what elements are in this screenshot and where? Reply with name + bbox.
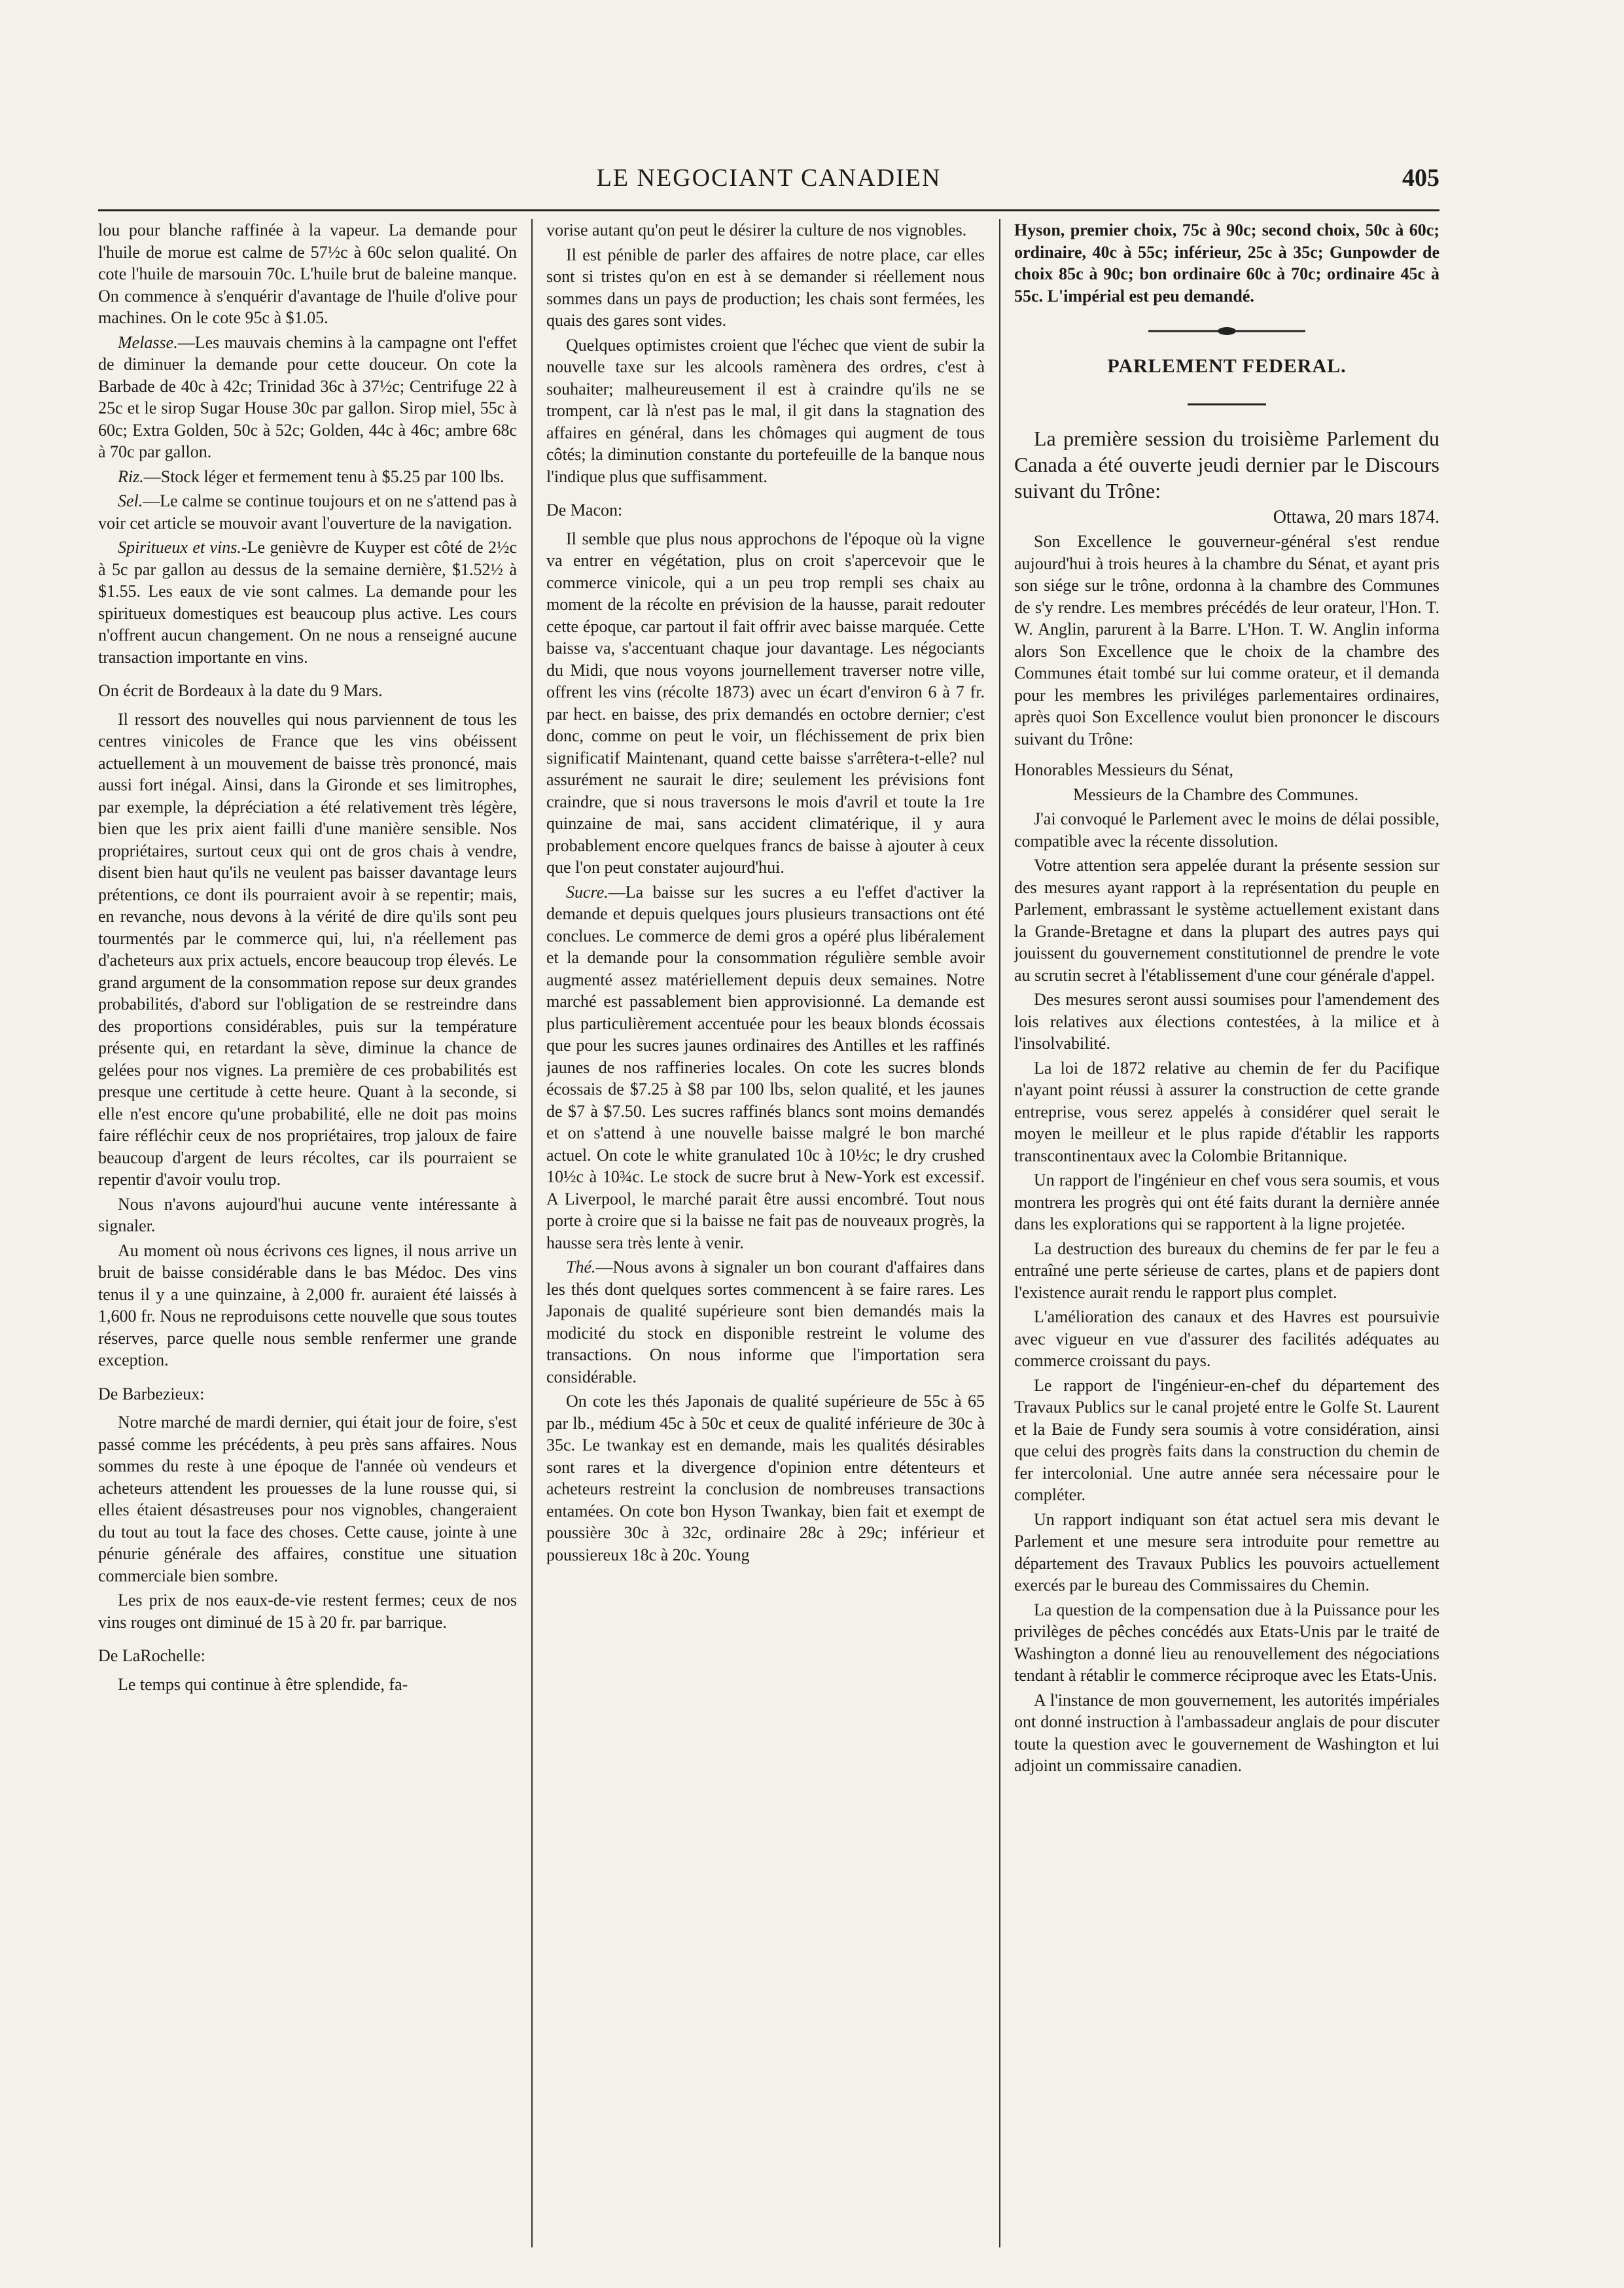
paragraph-lead: Melasse.	[118, 332, 178, 352]
paragraph-text: —Les mauvais chemins à la campagne ont l'effet de diminuer la demande pour cette douceur. On cote la Barbade de 40c à 42c; Trinidad 36c à 37½c; Centrifuge 22 à 25c et le sirop Sugar House 30c par gallon. Sirop miel, 55c à 60c; Extra Golden, 50c à 52c; Golden, 44c à 46c; ambre 68c à 70c par gallon.	[98, 332, 517, 461]
section-intro: La première session du troisième Parlement du Canada a été ouverte jeudi dernier par le Discours suivant du Trône:	[1014, 426, 1439, 502]
page-number: 405	[1402, 164, 1439, 192]
paragraph-text: —Stock léger et fermement tenu à $5.25 par 100 lbs.	[143, 466, 504, 486]
dateline: De Macon:	[546, 501, 623, 519]
header-rule	[98, 209, 1439, 211]
paragraph: Son Excellence le gouverneur-général s'est rendue aujourd'hui à trois heures à la chambre du Sénat, et ayant pris son siége sur le trône, ordonna à la chambre des Communes de s'y rendre. Les membres précédés de leur orateur, l'Hon. T. W. Anglin, parurent à la Barre. L'Hon. T. W. Anglin informa alors Son Excellence que le choix de la chambre des Communes était tombé sur lui comme orateur, et il demanda pour les membres les priviléges parlementaires ordinaires, après quoi Son Excellence voulut bien prononcer le discours suivant du Trône:	[1014, 532, 1439, 748]
paragraph: On cote les thés Japonais de qualité supérieure de 55c à 65 par lb., médium 45c à 50c et ceux de qualité inférieure de 30c à 35c. Le twankay est en demande, mais les qualités désirables sont rares et la divergence d'opinion entre détenteurs et acheteurs restreint la conclusion de nombreuses transactions entamées. On cote bon Hyson Twankay, bien fait et exempt de poussière 30c à 32c, ordinaire 28c à 29c; inférieur et poussiereux 18c à 20c. Young	[546, 1392, 985, 1564]
paragraph: Un rapport de l'ingénieur en chef vous sera soumis, et vous montrera les progrès qui ont été faits durant la dernière année dans les explorations qui se rapportent à la ligne projetée.	[1014, 1170, 1439, 1233]
paragraph-text: —Le calme se continue toujours et on ne s'attend pas à voir cet article se mouvoir avant l'ouverture de la navigation.	[98, 491, 517, 533]
column-1	[98, 219, 517, 2254]
paragraph: Les prix de nos eaux-de-vie restent fermes; ceux de nos vins rouges ont diminué de 15 à 20 fr. par barrique.	[98, 1591, 517, 1632]
paragraph: Quelques optimistes croient que l'échec que vient de subir la nouvelle taxe sur les alcools ramènera des ordres, c'est à souhaiter; malheureusement il est à craindre qu'ils ne se trompent, car là n'est pas le mal, il git dans la stagnation des affaires en général, dans les chômages qui augment de tous côtés; la diminution constante du portefeuille de la banque nous l'indique plus que suffisamment.	[546, 335, 985, 486]
paragraph: Le temps qui continue à être splendide, fa-	[118, 1674, 408, 1694]
salutation: Honorables Messieurs du Sénat,	[1014, 760, 1234, 779]
paragraph: Nous n'avons aujourd'hui aucune vente intéressante à signaler.	[98, 1194, 517, 1235]
paragraph: Le rapport de l'ingénieur-en-chef du département des Travaux Publics sur le canal projeté entre le Golfe St. Laurent et la Baie de Fundy sera soumis à votre considération, ainsi que celui des progrès faits dans la construction du chemin de fer intercolonial. Une autre année sera nécessaire pour le compléter.	[1014, 1375, 1439, 1504]
page-header	[98, 164, 1439, 203]
dateline: De Barbezieux:	[98, 1384, 205, 1403]
paragraph-text: —Nous avons à signaler un bon courant d'affaires dans les thés dont quelques sortes commencent à se faire rares. Les Japonais de qualité supérieure sont bien demandés mais la modicité du stock en disponible restreint le volume des transactions. On nous informe que l'importation sera considérable.	[546, 1258, 985, 1386]
section-date: Ottawa, 20 mars 1874.	[1273, 506, 1439, 527]
paragraph-lead: Sucre.	[566, 882, 609, 902]
column-3	[1014, 219, 1439, 2254]
column-divider-1	[531, 219, 533, 2247]
paragraph: Au moment où nous écrivons ces lignes, il nous arrive un bruit de baisse considérable dans le bas Médoc. Des vins tenus il y a une quinzaine, à 2,000 fr. auraient été laissés à 1,600 fr. Nous ne reproduisons cette nouvelle que sous toutes réserves, parce quelle nous semble renfermer une grande exception.	[98, 1241, 517, 1369]
paragraph: Un rapport indiquant son état actuel sera mis devant le Parlement et une mesure sera introduite pour remettre au département des Travaux Publics les pouvoirs actuellement exercés par le bureau des Commissaires du Chemin.	[1014, 1509, 1439, 1594]
short-rule	[1014, 390, 1439, 412]
paragraph: L'amélioration des canaux et des Havres est poursuivie avec vigueur en vue d'assurer des facilités adéquates au commerce croissant du pays.	[1014, 1307, 1439, 1370]
ornament-rule-icon	[1148, 326, 1305, 336]
paragraph: Votre attention sera appelée durant la présente session sur des mesures ayant rapport à la représentation du peuple en Parlement, embrassant le système actuellement existant dans la Grande-Bretagne et dans la plupart des autres pays qui jouissent du gouvernement constitutionnel de prendre le vote au scrutin secret à l'établissement d'une cour générale d'appel.	[1014, 856, 1439, 985]
paragraph: La loi de 1872 relative au chemin de fer du Pacifique n'ayant point réussi à assurer la construction de cette grande entreprise, vous serez appelés à considérer quel serait le moyen le meilleur et le plus rapide d'établir les rapports transcontinentaux avec la Colombie Britannique.	[1014, 1058, 1439, 1165]
paragraph-lead: Sel.	[118, 491, 143, 510]
paragraph: Des mesures seront aussi soumises pour l'amendement des lois relatives aux élections contestées, à la milice et à l'insolvabilité.	[1014, 990, 1439, 1053]
paragraph-lead: Spiritueux et vins.	[118, 538, 241, 557]
paragraph	[98, 466, 517, 488]
paragraph-text: -Le genièvre de Kuyper est côté de 2½c à 5c par gallon au dessus de la semaine dernière, $1.52½ à $1.55. Les eaux de vie sont calmes. La demande pour les spiritueux domestiques est beaucoup plus active. Les cours n'offrent aucun changement. On ne nous a renseigné aucune transaction importante en vins.	[98, 538, 517, 667]
column-2	[546, 219, 985, 2254]
paragraph: Notre marché de mardi dernier, qui était jour de foire, s'est passé comme les précédents, à peu près sans affaires. Nous sommes du reste à une époque de l'année où vendeurs et acheteurs attendent les prouesses de la lune rousse qui, si elles étaient désastreuses pour nos vignobles, changeraient du tout au tout la face des choses. Cette cause, jointe à une pénurie générale des affaires, constitue une situation commerciale bien sombre.	[98, 1413, 517, 1585]
paragraph: La question de la compensation due à la Puissance pour les privilèges de pêches concédés aux Etats-Unis par le traité de Washington a donné lieu au renouvellement des négociations tendant à rétablir le commerce réciproque avec les Etats-Unis.	[1014, 1600, 1439, 1685]
paragraph: Hyson, premier choix, 75c à 90c; second choix, 50c à 60c; ordinaire, 40c à 55c; inférieur, 25c à 35c; Gunpowder de choix 85c à 90c; bon ordinaire 60c à 70c; ordinaire 45c à 55c. L'impérial est peu demandé.	[1014, 220, 1439, 306]
dateline: On écrit de Bordeaux à la date du 9 Mars.	[98, 681, 383, 700]
section-separator	[1014, 320, 1439, 342]
paragraph: lou pour blanche raffinée à la vapeur. La demande pour l'huile de morue est calme de 57½c à 60c selon qualité. On cote l'huile de marsouin 70c. L'huile brut de baleine manque. On commence à s'enquérir d'avantage de l'huile d'olive pour machines. On le cote 95c à $1.05.	[98, 220, 517, 327]
paragraph-lead: Thé.	[566, 1258, 596, 1276]
column-divider-2	[999, 219, 1000, 2247]
paragraph	[546, 881, 985, 1254]
paragraph: A l'instance de mon gouvernement, les autorités impériales ont donné instruction à l'ambassadeur anglais de pour discuter toute la question avec le gouvernement de Washington et lui adjoint un commissaire canadien.	[1014, 1690, 1439, 1775]
paragraph: vorise autant qu'on peut le désirer la culture de nos vignobles.	[546, 220, 967, 239]
paragraph	[98, 490, 517, 534]
paragraph: J'ai convoqué le Parlement avec le moins de délai possible, compatible avec la récente dissolution.	[1014, 809, 1439, 851]
paragraph: La destruction des bureaux du chemins de fer par le feu a entraîné une perte sérieuse de cartes, plans et de papiers dont l'existence aurait rendu le rapport plus complet.	[1014, 1239, 1439, 1302]
paragraph: Il semble que plus nous approchons de l'époque où la vigne va entrer en végétation, plus on croit s'apercevoir que le commerce vinicole, qui a un peu trop rempli ses chaix au moment de la récolte en prévision de la hausse, parait redouter cette époque, car partout il fait offrir avec baisse marquée. Cette baisse va, s'accentuant chaque jour davantage. Les négociants du Midi, que nous voyons journellement traverser notre ville, offrent les vins (récolte 1873) avec un écart d'environ 6 à 7 fr. par hect. en baisse, des prix demandés en octobre dernier; c'est donc, comme on peut le voir, un fléchissement de prix bien significatif Maintenant, quand cette baisse s'arrêtera-t-elle? nul assurément ne saurait le dire; seulement les prévisions font craindre, que si nous traversons le mois d'avril et toute la 1re quinzaine de mai, sans accident climatérique, il y aura probablement encore quelques francs de baisse à ajouter à ceux que l'on peut constater aujourd'hui.	[546, 529, 985, 877]
short-rule-icon	[1188, 402, 1266, 406]
paragraph: Il ressort des nouvelles qui nous parviennent de tous les centres vinicoles de France que les vins obéissent actuellement à un mouvement de baisse très prononcé, mais aussi fort inégal. Ainsi, dans la Gironde et ses limitrophes, par exemple, la dépréciation a été relativement très légère, bien que les prix aient failli d'une manière sensible. Nos propriétaires, surtout ceux qui ont de gros chais à vendre, disent bien haut qu'ils ne veulent pas baisser davantage leurs prétentions, ce dont ils pourraient avoir à se repentir; mais, en revanche, nous devons à la vérité de dire qu'ils sont peu tourmentés par le commerce qui, lui, n'a réellement pas d'acheteurs aux prix actuels, encore beaucoup trop élevés. Le grand argument de la consommation repose sur deux grandes probabilités, d'abord sur l'obligation de se restreindre dans des proportions considérables, puis sur la température présente qui, en retardant la sève, diminue la chance de gelées pour nos vignes. La première de ces probabilités est presque une certitude à cette heure. Quant à la seconde, si elle n'est encore qu'une probabilité, elle ne doit pas moins faire réfléchir ceux de nos propriétaires, trop jaloux de faire beaucoup d'argent de leurs récoltes, car ils pourraient se repentir d'avoir voulu trop.	[98, 709, 517, 1189]
dateline: De LaRochelle:	[98, 1646, 205, 1665]
section-title: PARLEMENT FEDERAL.	[1107, 355, 1347, 377]
paragraph	[98, 537, 517, 668]
paragraph	[98, 332, 517, 463]
paragraph	[546, 1256, 985, 1388]
paragraph-lead: Riz.	[118, 466, 144, 486]
paragraph: Il est pénible de parler des affaires de notre place, car elles sont si tristes qu'on en est à se demander si réellement nous sommes dans un pays de production; les chais sont fermées, les quais des gares sont vides.	[546, 245, 985, 330]
publication-title: LE NEGOCIANT CANADIEN	[596, 164, 942, 192]
paragraph-text: —La baisse sur les sucres a eu l'effet d'activer la demande et depuis quelques jours plusieurs transactions ont été conclues. Le commerce de demi gros a opéré plus libéralement et la demande pour la consommation régulière semble avoir augmenté assez matériellement depuis deux semaines. Notre marché est passablement bien approvisionné. La demande est plus particulièrement accentuée pour les beaux blonds écossais que pour les sucres jaunes ordinaires des Antilles et les raffinés jaunes de nos raffineries locales. On cote les sucres blonds écossais de $7.25 à $8 par 100 lbs, selon qualité, et les jaunes de $7 à $7.50. Les sucres raffinés blancs sont moins demandés et on s'attend à une nouvelle baisse malgré le bon marché actuel. On cote le white granulated 10c à 10½c; le dry crushed 10½c à 10¾c. Le stock de sucre brut à New-York est excessif. A Liverpool, le marché parait être aussi encombré. Tout nous porte à croire que si la baisse ne fait pas de nouveaux progrès, la hausse sera très lente à venir.	[546, 882, 985, 1252]
salutation: Messieurs de la Chambre des Communes.	[1073, 784, 1359, 804]
